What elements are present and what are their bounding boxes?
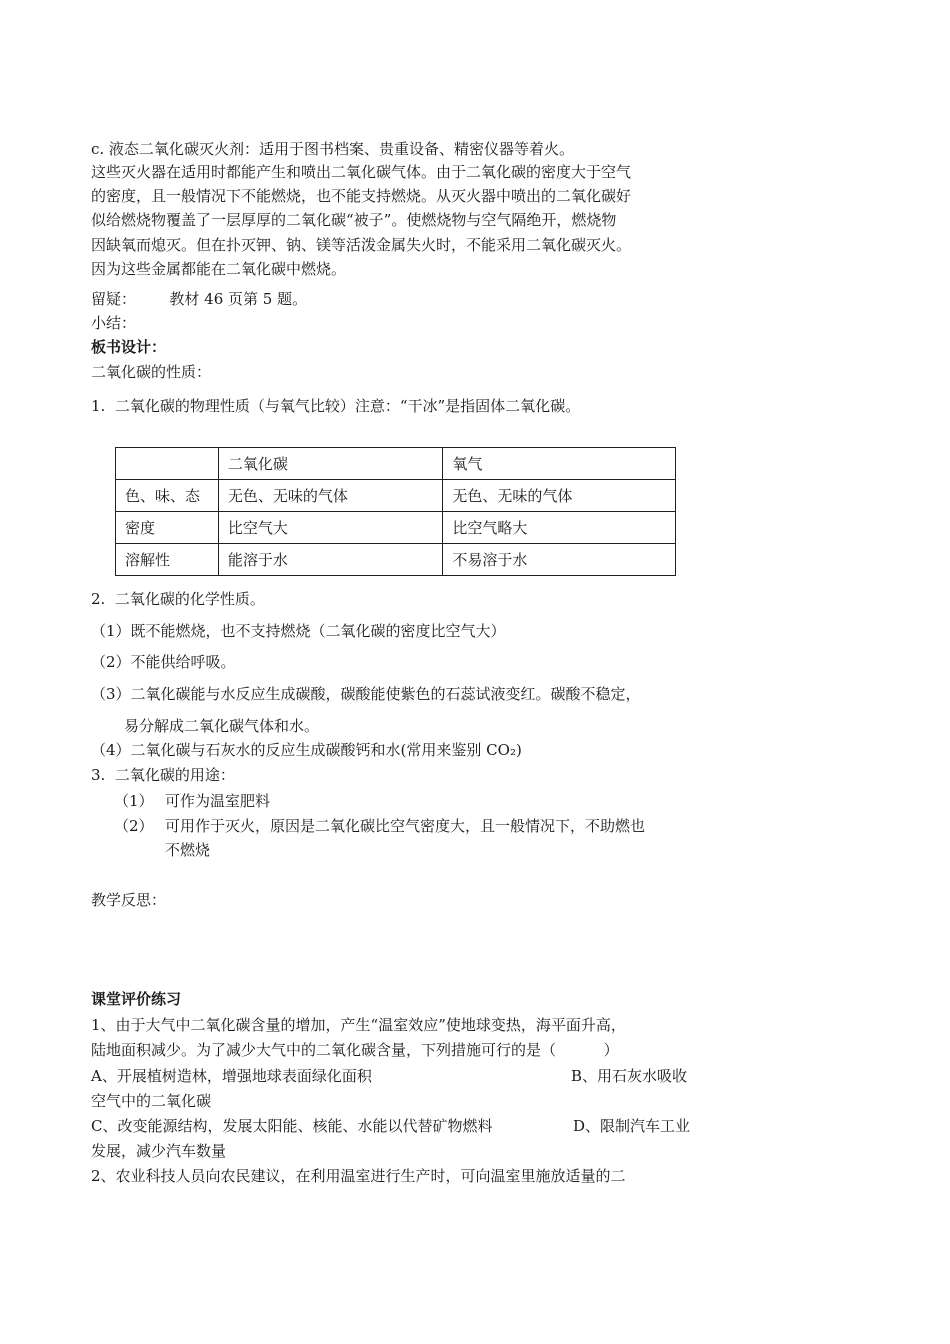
option-d: D、限制汽车工业	[573, 1117, 691, 1135]
table-cell	[116, 448, 219, 480]
option-b-continued: 空气中的二氧化碳	[91, 1092, 212, 1110]
option-b: B、用石灰水吸收	[571, 1067, 688, 1085]
physical-properties-item: 1. 二氧化碳的物理性质（与氧气比较）注意：“干冰”是指固体二氧化碳。	[91, 397, 581, 415]
table-row	[116, 544, 676, 576]
exercise-heading: 课堂评价练习	[91, 990, 182, 1008]
comparison-table	[115, 447, 676, 576]
board-subtitle: 二氧化碳的性质：	[91, 363, 212, 381]
uses-item: 3. 二氧化碳的用途：	[91, 766, 235, 784]
use-line: 可作为温室肥料	[165, 792, 271, 810]
table-cell: 比空气略大	[443, 512, 676, 544]
table-row	[116, 512, 676, 544]
option-a: A、开展植树造林，增强地球表面绿化面积	[91, 1067, 372, 1085]
table-cell: 色、味、态	[116, 480, 219, 512]
table-cell: 能溶于水	[218, 544, 443, 576]
question-line: 陆地面积减少。为了减少大气中的二氧化碳含量，下列措施可行的是（ ）	[91, 1041, 619, 1059]
teaching-reflection-label: 教学反思：	[91, 891, 167, 909]
option-d-continued: 发展，减少汽车数量	[91, 1142, 227, 1160]
question-line: 1、由于大气中二氧化碳含量的增加，产生“温室效应”使地球变热，海平面升高，	[91, 1016, 626, 1034]
use-number: （2）	[114, 817, 154, 835]
table-row	[116, 480, 676, 512]
question-line: 2、农业科技人员向农民建议，在利用温室进行生产时，可向温室里施放适量的二	[91, 1167, 626, 1185]
paragraph-line: 的密度，且一般情况下不能燃烧，也不能支持燃烧。从灭火器中喷出的二氧化碳好	[91, 187, 632, 205]
table-cell: 氧气	[443, 448, 676, 480]
chemical-property-line: （4）二氧化碳与石灰水的反应生成碳酸钙和水(常用来鉴别 CO₂)	[91, 741, 522, 759]
use-line: 可用作于灭火，原因是二氧化碳比空气密度大，且一般情况下，不助燃也	[165, 817, 646, 835]
table-cell: 二氧化碳	[218, 448, 443, 480]
paragraph-line: 似给燃烧物覆盖了一层厚厚的二氧化碳“被子”。使燃烧物与空气隔绝开，燃烧物	[91, 211, 617, 229]
table-cell: 无色、无味的气体	[218, 480, 443, 512]
table-cell: 溶解性	[116, 544, 219, 576]
table-cell: 无色、无味的气体	[443, 480, 676, 512]
chemical-properties-item: 2. 二氧化碳的化学性质。	[91, 590, 265, 608]
table-cell: 密度	[116, 512, 219, 544]
paragraph-line: 因为这些金属都能在二氧化碳中燃烧。	[91, 260, 347, 278]
chemical-property-line: （3）二氧化碳能与水反应生成碳酸，碳酸能使紫色的石蕊试液变红。碳酸不稳定，	[91, 685, 641, 703]
chemical-property-line: （1）既不能燃烧，也不支持燃烧（二氧化碳的密度比空气大）	[91, 622, 506, 640]
table-row	[116, 448, 676, 480]
paragraph-line: 因缺氧而熄灭。但在扑灭钾、钠、镁等活泼金属失火时，不能采用二氧化碳灭火。	[91, 236, 632, 254]
use-line: 不燃烧	[165, 841, 211, 859]
table-cell: 比空气大	[218, 512, 443, 544]
paragraph-line: c. 液态二氧化碳灭火剂：适用于图书档案、贵重设备、精密仪器等着火。	[91, 140, 574, 158]
review-question-line: 留疑： 教材 46 页第 5 题。	[91, 290, 308, 308]
paragraph-line: 这些灭火器在适用时都能产生和喷出二氧化碳气体。由于二氧化碳的密度大于空气	[91, 163, 632, 181]
option-c: C、改变能源结构，发展太阳能、核能、水能以代替矿物燃料	[91, 1117, 493, 1135]
use-number: （1）	[114, 792, 154, 810]
summary-label: 小结：	[91, 314, 137, 332]
chemical-property-line: 易分解成二氧化碳气体和水。	[124, 717, 320, 735]
table-cell: 不易溶于水	[443, 544, 676, 576]
chemical-property-line: （2）不能供给呼吸。	[91, 653, 236, 671]
board-design-heading: 板书设计：	[91, 338, 167, 356]
